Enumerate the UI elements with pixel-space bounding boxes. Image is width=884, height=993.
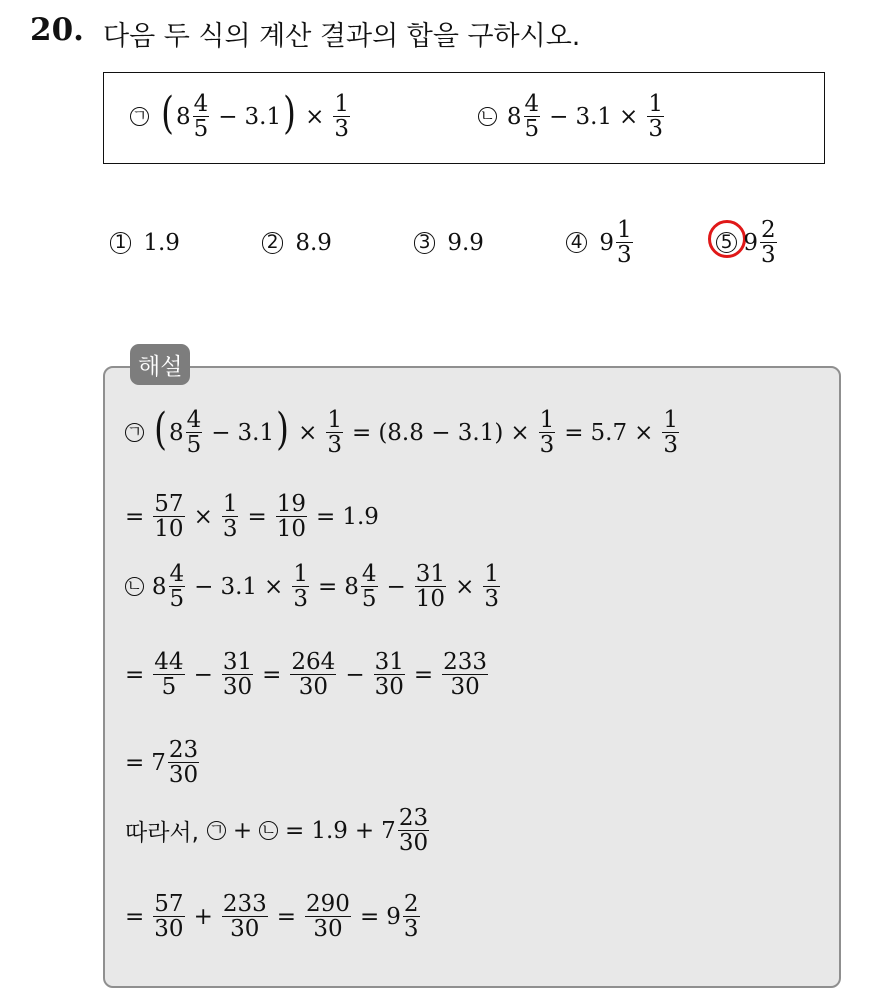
choice-4[interactable]: 4 9 $\frac{1}{3}$: [566, 218, 635, 267]
question-number: 20.: [30, 12, 84, 48]
solution-line-5: = 7 $\frac{23}{30}$: [125, 737, 199, 789]
mark-a: ㄱ: [131, 106, 148, 126]
right-paren: ): [283, 87, 296, 139]
fraction: $\frac{4}{5}$: [524, 91, 540, 143]
fraction: $\frac{1}{3}$: [334, 91, 350, 143]
choice-3[interactable]: 3 9.9: [414, 230, 484, 256]
whole-part: 8: [175, 103, 191, 130]
solution-line-1: ㄱ ( 8 $\frac{4}{5}$ − 3.1 ) × $\frac{1}{3}$ = (8.8 − 3.1) × $\frac{1}{3}$ = 5.7 × $\frac{1}{3}$: [126, 403, 679, 459]
fraction: $\frac{4}{5}$: [193, 91, 209, 143]
solution-line-4: = $\frac{44}{5}$ − $\frac{31}{30}$ = $\frac{264}{30}$ − $\frac{31}{30}$ = $\frac{233}{30}$: [125, 649, 488, 701]
mark-b: ㄴ: [479, 106, 496, 126]
choice-1[interactable]: 1 1.9: [110, 230, 180, 256]
solution-line-7: = $\frac{57}{30}$ + $\frac{233}{30}$ = $\frac{290}{30}$ = 9 $\frac{2}{3}$: [125, 891, 419, 943]
solution-tag: 해설: [130, 344, 190, 385]
choice-2[interactable]: 2 8.9: [262, 230, 332, 256]
expression-b: ㄴ 8 $\frac{4}{5}$ − 3.1 × $\frac{1}{3}$: [479, 91, 663, 143]
choice-5[interactable]: 5 9 $\frac{2}{3}$: [716, 218, 779, 267]
left-paren: (: [161, 87, 174, 139]
solution-line-6: 따라서, ㄱ + ㄴ = 1.9 + 7 $\frac{23}{30}$: [125, 805, 429, 857]
solution-line-3: ㄴ 8 $\frac{4}{5}$ − 3.1 × $\frac{1}{3}$ = 8 $\frac{4}{5}$ − $\frac{31}{10}$ × $\frac{1}{3}$: [126, 561, 499, 613]
expression-a: ㄱ ( 8 $\frac{4}{5}$ − 3.1 ) × $\frac{1}{3}$: [131, 87, 350, 143]
question-text: 다음 두 식의 계산 결과의 합을 구하시오.: [103, 21, 581, 52]
fraction: $\frac{1}{3}$: [648, 91, 663, 143]
solution-line-2: = $\frac{57}{10}$ × $\frac{1}{3}$ = $\frac{19}{10}$ = 1.9: [125, 491, 379, 543]
